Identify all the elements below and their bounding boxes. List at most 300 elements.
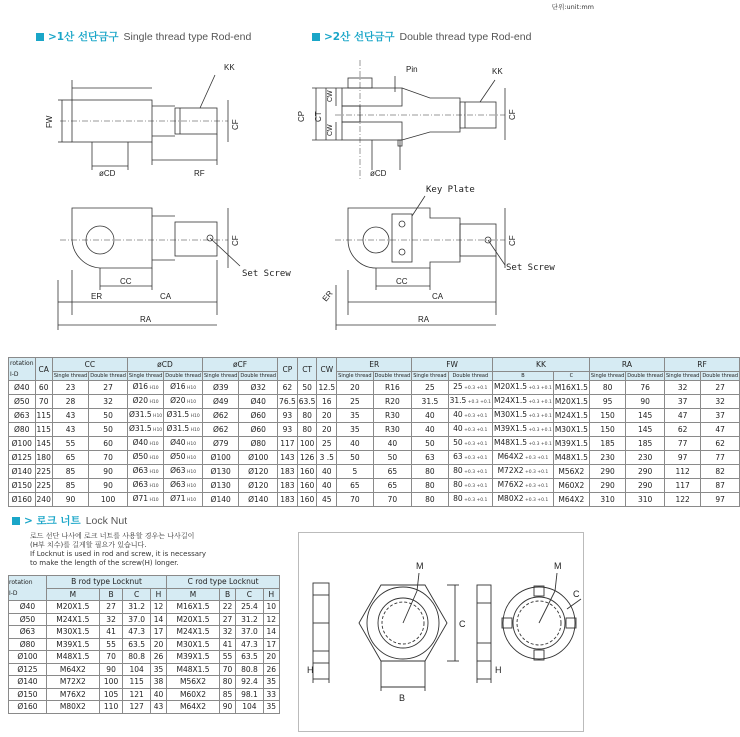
- locknut-cell: 26: [150, 651, 166, 664]
- spec-cell: 25: [317, 437, 337, 451]
- locknut-cell: 10: [263, 601, 279, 614]
- spec-cell: 63: [412, 451, 448, 465]
- spec-cell: Ø16 H10: [164, 381, 203, 395]
- locknut-note: [30, 532, 206, 568]
- spec-cell: 126: [297, 451, 317, 465]
- spec-cell: R20: [373, 395, 412, 409]
- locknut-cell: 127: [123, 701, 150, 714]
- label-ca: CA: [160, 292, 172, 301]
- label-ca-double: CA: [432, 292, 444, 301]
- locknut-cell: 35: [150, 663, 166, 676]
- spec-cell: 65: [337, 479, 373, 493]
- col-h: H: [150, 588, 166, 601]
- spec-row: [9, 437, 740, 451]
- label-cf-double-side: CF: [508, 235, 517, 246]
- sub-single: Single thread: [590, 372, 625, 379]
- col-b: B: [99, 588, 123, 601]
- tolerance-h10: H10: [185, 498, 197, 503]
- locknut-cell: 35: [263, 676, 279, 689]
- spec-cell: 32: [664, 381, 700, 395]
- spec-cell: 70: [89, 451, 128, 465]
- spec-cell: 23: [52, 381, 88, 395]
- spec-cell: 40: [412, 423, 448, 437]
- col-ra: RA: [589, 358, 664, 372]
- double-top-view: [312, 60, 505, 180]
- locknut-cell: 27: [99, 601, 123, 614]
- locknut-table: [8, 575, 280, 714]
- locknut-cell: 37.0: [123, 613, 150, 626]
- locknut-cell: M48X1.5: [46, 651, 99, 664]
- tolerance-h10: H10: [151, 414, 163, 419]
- spec-cell: 150: [589, 423, 625, 437]
- locknut-cell: 80.8: [123, 651, 150, 664]
- sub-c: C: [553, 371, 589, 380]
- spec-cell: 60: [35, 381, 52, 395]
- label-ra: RA: [140, 315, 152, 324]
- locknut-cell: M20X1.5: [46, 601, 99, 614]
- spec-cell: Ø120: [239, 479, 278, 493]
- col-c: C: [123, 588, 150, 601]
- sub-single: Single thread: [338, 372, 372, 379]
- spec-cell: 47: [701, 423, 740, 437]
- spec-cell: 5: [337, 465, 373, 479]
- spec-cell: 225: [35, 465, 52, 479]
- tolerance-fw: +0.3 +0.1: [462, 470, 488, 475]
- locknut-cell: Ø63: [9, 626, 47, 639]
- spec-cell: Ø32: [239, 381, 278, 395]
- spec-cell: 310: [589, 493, 625, 507]
- tolerance-fw: +0.3 +0.1: [523, 498, 549, 503]
- label-ct: CT: [314, 111, 323, 122]
- spec-cell: 97: [701, 493, 740, 507]
- tolerance-h10: H10: [148, 386, 159, 391]
- spec-cell: 80: [412, 493, 448, 507]
- locknut-cell: 12: [150, 601, 166, 614]
- spec-cell: R30: [373, 409, 412, 423]
- spec-cell: 160: [297, 465, 317, 479]
- locknut-cell: 92.4: [236, 676, 263, 689]
- tolerance-fw: +0.3 +0.1: [523, 484, 549, 489]
- section-title-locknut: [12, 513, 127, 528]
- tolerance-h10: H10: [185, 470, 197, 475]
- spec-cell: Ø80: [239, 437, 278, 451]
- spec-cell: 35: [337, 423, 373, 437]
- spec-cell: 240: [35, 493, 52, 507]
- tolerance-h10: H10: [185, 442, 197, 447]
- spec-cell: 230: [626, 451, 665, 465]
- spec-cell: 290: [626, 465, 665, 479]
- spec-cell: 80: [412, 479, 448, 493]
- spec-cell: 62: [664, 423, 700, 437]
- spec-cell: 230: [589, 451, 625, 465]
- spec-cell: 25: [337, 395, 373, 409]
- spec-cell: 180: [35, 451, 52, 465]
- spec-cell: 70: [35, 395, 52, 409]
- locknut-cell: M72X2: [46, 676, 99, 689]
- spec-cell: Ø20 H10: [164, 395, 203, 409]
- spec-cell: 55: [52, 437, 88, 451]
- locknut-cell: 33: [263, 688, 279, 701]
- spec-cell: 63 +0.3 +0.1: [448, 451, 492, 465]
- section-title-en: Lock Nut: [85, 514, 128, 527]
- label-rf: RF: [194, 169, 205, 178]
- locknut-cell: 115: [123, 676, 150, 689]
- nut-label-h: H: [307, 665, 314, 675]
- spec-cell: 40: [373, 437, 412, 451]
- spec-cell: Ø20 H10: [127, 395, 163, 409]
- spec-cell: M48X1.5 +0.3 +0.1: [493, 437, 554, 451]
- spec-cell: Ø60: [239, 409, 278, 423]
- locknut-drawing: [298, 532, 584, 732]
- locknut-cell: 37.0: [236, 626, 263, 639]
- col-rf: RF: [664, 358, 739, 372]
- spec-cell: 80: [589, 381, 625, 395]
- locknut-cell: 104: [123, 663, 150, 676]
- nut-label-c-2: C: [573, 589, 580, 599]
- label-key-plate: Key Plate: [426, 185, 475, 195]
- spec-cell: 85: [52, 479, 88, 493]
- spec-cell: Ø63 H10: [127, 465, 163, 479]
- spec-cell: Ø79: [202, 437, 238, 451]
- spec-cell: 60: [89, 437, 128, 451]
- rod-end-spec-table: [8, 357, 740, 507]
- locknut-row: [9, 663, 280, 676]
- hex-nut-front-view: [359, 573, 459, 691]
- nut-label-h-2: H: [495, 665, 502, 675]
- locknut-cell: M60X2: [167, 688, 220, 701]
- spec-cell: 32: [89, 395, 128, 409]
- spec-cell: 40 +0.3 +0.1: [448, 423, 492, 437]
- tolerance-h10: H10: [151, 428, 163, 433]
- single-top-view: [58, 75, 228, 170]
- label-set-screw: Set Screw: [242, 269, 291, 279]
- locknut-cell: 105: [99, 688, 123, 701]
- tolerance-fw: +0.3 +0.1: [462, 498, 488, 503]
- spec-cell: Ø140: [9, 465, 36, 479]
- tolerance-h10: H10: [185, 456, 197, 461]
- spec-row: [9, 381, 740, 395]
- spec-cell: M80X2 +0.3 +0.1: [493, 493, 554, 507]
- col-b: B: [219, 588, 235, 601]
- note-line: to make the length of the screw(H) longer.: [30, 559, 179, 567]
- col-kk: KK: [493, 358, 590, 372]
- col-m: M: [46, 588, 99, 601]
- locknut-cell: 25.4: [236, 601, 263, 614]
- locknut-cell: 47.3: [236, 638, 263, 651]
- label-cc: CC: [120, 277, 132, 286]
- tolerance-fw: +0.3 +0.1: [523, 456, 549, 461]
- spec-cell: 20: [317, 423, 337, 437]
- spec-cell: Ø40: [9, 381, 36, 395]
- spec-cell: 100: [89, 493, 128, 507]
- spec-cell: 90: [626, 395, 665, 409]
- label-ra-double: RA: [418, 315, 430, 324]
- spec-cell: M24X1.5: [553, 409, 589, 423]
- col-ca: CA: [35, 358, 52, 381]
- col-c: C: [236, 588, 263, 601]
- spec-cell: Ø31.5 H10: [127, 409, 163, 423]
- spec-row: [9, 479, 740, 493]
- label-cf: CF: [231, 119, 240, 130]
- locknut-cell: 47.3: [123, 626, 150, 639]
- spec-cell: Ø50 H10: [127, 451, 163, 465]
- tolerance-h10: H10: [148, 498, 159, 503]
- locknut-cell: 31.2: [123, 601, 150, 614]
- spec-cell: Ø140: [202, 493, 238, 507]
- col-cw: CW: [317, 358, 337, 381]
- col-cc: CC: [52, 358, 127, 372]
- locknut-cell: 63.5: [123, 638, 150, 651]
- locknut-cell: 17: [263, 638, 279, 651]
- sub-double: Double thread: [374, 372, 411, 379]
- spec-cell: 185: [589, 437, 625, 451]
- locknut-cell: M39X1.5: [167, 651, 220, 664]
- b-rod-group: B rod type Locknut: [46, 576, 166, 589]
- spec-cell: 35: [337, 409, 373, 423]
- spec-cell: Ø150: [9, 479, 36, 493]
- label-cw-bottom: CW: [327, 124, 334, 136]
- spec-cell: Ø31.5 H10: [164, 409, 203, 423]
- label-cd: øCD: [99, 169, 116, 178]
- spec-cell: 80 +0.3 +0.1: [448, 465, 492, 479]
- sub-b: B: [493, 371, 554, 380]
- locknut-cell: 12: [263, 613, 279, 626]
- locknut-cell: 70: [219, 663, 235, 676]
- locknut-cell: Ø40: [9, 601, 47, 614]
- spec-cell: M30X1.5 +0.3 +0.1: [493, 409, 554, 423]
- spec-cell: Ø100: [239, 451, 278, 465]
- tolerance-fw: +0.3 +0.1: [527, 386, 552, 391]
- note-line: (H부 치수)를 길게할 필요가 있습니다.: [30, 541, 147, 549]
- locknut-cell: 110: [99, 701, 123, 714]
- spec-cell: 87: [701, 479, 740, 493]
- locknut-cell: M56X2: [167, 676, 220, 689]
- spec-cell: Ø140: [239, 493, 278, 507]
- label-cf-side: CF: [231, 235, 240, 246]
- spec-cell: 82: [701, 465, 740, 479]
- locknut-cell: 104: [236, 701, 263, 714]
- sub-double: Double thread: [627, 372, 663, 379]
- spec-cell: 27: [89, 381, 128, 395]
- spec-cell: 76: [626, 381, 665, 395]
- locknut-cell: Ø80: [9, 638, 47, 651]
- spec-cell: M39X1.5: [553, 437, 589, 451]
- spec-cell: 43: [52, 409, 88, 423]
- locknut-cell: 85: [219, 688, 235, 701]
- spec-cell: Ø130: [202, 479, 238, 493]
- spec-cell: 290: [589, 479, 625, 493]
- spec-cell: 80: [297, 423, 317, 437]
- tolerance-h10: H10: [148, 442, 159, 447]
- spec-cell: Ø63: [9, 409, 36, 423]
- tolerance-fw: +0.3 +0.1: [462, 442, 488, 447]
- spec-cell: Ø40 H10: [127, 437, 163, 451]
- locknut-cell: 35: [263, 701, 279, 714]
- spec-cell: 122: [664, 493, 700, 507]
- tolerance-fw: +0.3 +0.1: [527, 400, 552, 405]
- locknut-cell: 31.2: [236, 613, 263, 626]
- locknut-cell: 26: [263, 663, 279, 676]
- spec-cell: 40: [317, 479, 337, 493]
- spec-cell: 97: [664, 451, 700, 465]
- label-fw: FW: [45, 115, 54, 128]
- spec-cell: Ø16 H10: [127, 381, 163, 395]
- col-er: ER: [337, 358, 412, 372]
- rotation-header: rotation I-D: [9, 576, 47, 601]
- tolerance-fw: +0.3 +0.1: [462, 456, 488, 461]
- spec-cell: 77: [664, 437, 700, 451]
- spec-cell: M39X1.5 +0.3 +0.1: [493, 423, 554, 437]
- locknut-cell: 41: [99, 626, 123, 639]
- spec-cell: 145: [35, 437, 52, 451]
- sub-double: Double thread: [240, 372, 277, 379]
- section-title-ko: > 로크 너트: [24, 515, 81, 527]
- locknut-cell: 121: [123, 688, 150, 701]
- spec-cell: R30: [373, 423, 412, 437]
- spec-cell: 32: [701, 395, 740, 409]
- locknut-row: [9, 638, 280, 651]
- sub-single: Single thread: [413, 372, 447, 379]
- locknut-cell: 55: [99, 638, 123, 651]
- spec-cell: 20: [317, 409, 337, 423]
- tolerance-fw: +0.3 +0.1: [527, 414, 552, 419]
- label-cf-double: CF: [508, 109, 517, 120]
- tolerance-fw: +0.3 +0.1: [462, 414, 488, 419]
- single-side-view: [58, 208, 240, 330]
- label-pin: Pin: [406, 65, 418, 74]
- spec-cell: 160: [297, 493, 317, 507]
- tolerance-h10: H10: [148, 456, 159, 461]
- spec-cell: M48X1.5: [553, 451, 589, 465]
- tolerance-h10: H10: [148, 470, 159, 475]
- sub-double: Double thread: [448, 371, 492, 380]
- spec-cell: M20X1.5: [553, 395, 589, 409]
- spec-cell: M24X1.5 +0.3 +0.1: [493, 395, 554, 409]
- spec-cell: Ø50 H10: [164, 451, 203, 465]
- locknut-cell: 32: [99, 613, 123, 626]
- spec-cell: 145: [626, 409, 665, 423]
- spec-cell: Ø63 H10: [164, 479, 203, 493]
- locknut-cell: M48X1.5: [167, 663, 220, 676]
- spec-cell: 183: [278, 479, 298, 493]
- locknut-row: [9, 701, 280, 714]
- rod-end-drawing: [0, 40, 600, 345]
- locknut-row: [9, 651, 280, 664]
- locknut-row: [9, 626, 280, 639]
- spec-cell: 50: [337, 451, 373, 465]
- col-fw: FW: [412, 358, 493, 372]
- label-cp: CP: [297, 110, 306, 122]
- section-marker-icon: [12, 517, 20, 525]
- spec-cell: 145: [626, 423, 665, 437]
- spec-cell: M72X2 +0.3 +0.1: [493, 465, 554, 479]
- spec-cell: 40: [317, 465, 337, 479]
- spec-cell: 70: [373, 493, 412, 507]
- spec-cell: 37: [664, 395, 700, 409]
- note-line: If Locknut is used in rod and screw, it is necessary: [30, 550, 207, 558]
- sub-single: Single thread: [128, 372, 163, 379]
- spec-cell: M56X2: [553, 465, 589, 479]
- spec-cell: 50: [89, 409, 128, 423]
- spec-cell: 80 +0.3 +0.1: [448, 479, 492, 493]
- spec-row: [9, 395, 740, 409]
- spec-cell: 37: [701, 409, 740, 423]
- tolerance-h10: H10: [185, 400, 197, 405]
- nut-side-view: [313, 583, 329, 683]
- spec-cell: 50: [373, 451, 412, 465]
- sub-single: Single thread: [53, 372, 88, 379]
- locknut-cell: 80: [219, 676, 235, 689]
- tolerance-fw: +0.3 +0.1: [527, 428, 552, 433]
- spec-cell: 80 +0.3 +0.1: [448, 493, 492, 507]
- spec-cell: 65: [373, 479, 412, 493]
- spec-cell: 50: [412, 437, 448, 451]
- spec-cell: 62: [278, 381, 298, 395]
- spec-cell: 80: [412, 465, 448, 479]
- spec-cell: Ø31.5 H10: [164, 423, 203, 437]
- label-set-screw-double: Set Screw: [506, 263, 555, 273]
- spec-cell: 40 +0.3 +0.1: [448, 409, 492, 423]
- spec-cell: 31.5 +0.3 +0.1: [448, 395, 492, 409]
- locknut-cell: 70: [99, 651, 123, 664]
- spec-cell: M30X1.5: [553, 423, 589, 437]
- col-cp: CP: [278, 358, 298, 381]
- locknut-cell: 55: [219, 651, 235, 664]
- spec-cell: 183: [278, 493, 298, 507]
- spec-cell: 290: [589, 465, 625, 479]
- label-kk-double: KK: [492, 67, 503, 76]
- locknut-row: [9, 601, 280, 614]
- spec-cell: M76X2 +0.3 +0.1: [493, 479, 554, 493]
- locknut-cell: 17: [150, 626, 166, 639]
- spec-cell: 43: [52, 423, 88, 437]
- nut-label-m-2: M: [554, 561, 562, 571]
- spec-cell: 90: [52, 493, 88, 507]
- spec-cell: 31.5: [412, 395, 448, 409]
- spec-cell: 40: [412, 409, 448, 423]
- locknut-cell: Ø150: [9, 688, 47, 701]
- spec-cell: 183: [278, 465, 298, 479]
- spec-cell: 63.5: [297, 395, 317, 409]
- locknut-cell: 14: [150, 613, 166, 626]
- spec-cell: 93: [278, 423, 298, 437]
- spec-cell: Ø130: [202, 465, 238, 479]
- locknut-cell: M76X2: [46, 688, 99, 701]
- section-title-ko: >1산 선단금구: [48, 31, 119, 43]
- spec-cell: 160: [297, 479, 317, 493]
- sub-single: Single thread: [665, 372, 700, 379]
- nut-section-view: [477, 585, 491, 683]
- locknut-cell: Ø50: [9, 613, 47, 626]
- spec-cell: Ø62: [202, 409, 238, 423]
- spec-cell: Ø40 H10: [164, 437, 203, 451]
- locknut-cell: 100: [99, 676, 123, 689]
- label-cc-double: CC: [396, 277, 408, 286]
- section-title-ko: >2산 선단금구: [324, 31, 395, 43]
- spec-cell: 12.5: [317, 381, 337, 395]
- spec-cell: 62: [701, 437, 740, 451]
- locknut-row: [9, 676, 280, 689]
- spec-row: [9, 423, 740, 437]
- spec-cell: 80: [297, 409, 317, 423]
- locknut-cell: 32: [219, 626, 235, 639]
- spec-cell: 90: [89, 479, 128, 493]
- spec-cell: 47: [664, 409, 700, 423]
- spec-cell: 76.5: [278, 395, 298, 409]
- col-cf: øCF: [202, 358, 277, 372]
- spec-cell: 310: [626, 493, 665, 507]
- spec-cell: 16: [317, 395, 337, 409]
